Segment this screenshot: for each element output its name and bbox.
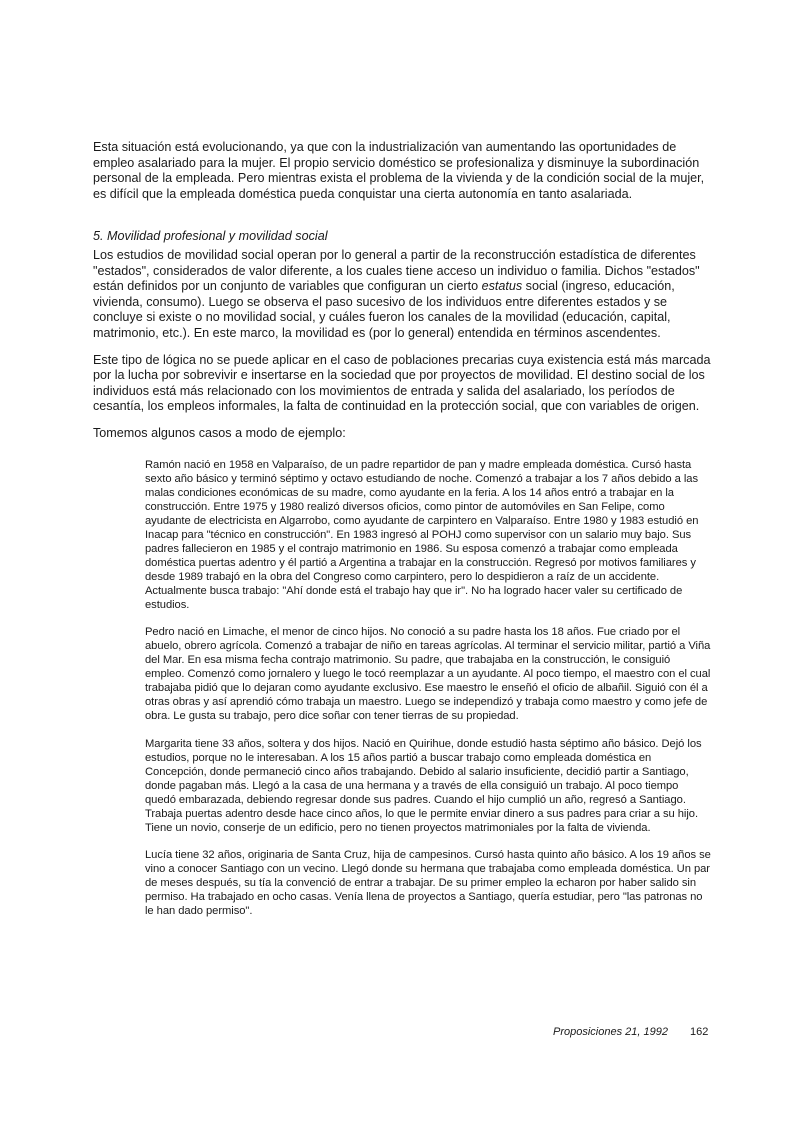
case-ramon: Ramón nació en 1958 en Valparaíso, de un padre repartidor de pan y madre empleada doméstica. Cursó hasta sexto año básico y terminó séptimo y octavo estudiando de noche. Comenzó a trabajar a los 7 años debido a las malas condiciones económicas de su madre, como ayudante en la feria. A los 14 años entró a trabajar en la construcción. Entre 1975 y 1980 realizó diversos oficios, como pintor de automóviles en San Felipe, como ayudante de electricista en Algarrobo, como ayudante de carpintero en Valparaíso. Entre 1980 y 1983 estudió en Inacap para "técnico en construcción". En 1983 ingresó al POHJ como supervisor con un salario muy bajo. Sus padres fallecieron en 1985 y el contrajo matrimonio en 1986. Su esposa comenzó a trabajar como empleada doméstica puertas adentro y él partió a Argentina a trabajar en la construcción. Regresó por motivos familiares y desde 1989 trabajó en la obra del Congreso como carpintero, pero lo despidieron a raíz de un accidente. Actualmente busca trabajo: "Ahí donde está el trabajo hay que ir". No ha logrado hacer valer su certificado de estudios. (145, 458, 699, 611)
case-margarita: Margarita tiene 33 años, soltera y dos hijos. Nació en Quirihue, donde estudió hasta séptimo año básico. Dejó los estudios, porque no le interesaban. A los 15 años partió a buscar trabajo como empleada doméstica en Concepción, donde permaneció cinco años trabajando. Debido al salario insuficiente, decidió partir a Santiago, donde pagaban más. Llegó a la casa de una hermana y a través de ella consiguió un trabajo. Al poco tiempo quedó embarazada, debiendo regresar donde sus padres. Cuando el hijo cumplió un año, regresó a Santiago. Trabaja puertas adentro desde hace cinco años, lo que le permite enviar dinero a sus padres para criar a su hijo. Tiene un novio, conserje de un edificio, pero no tienen proyectos matrimoniales por la falta de vivienda. (145, 737, 702, 834)
page-body (93, 140, 713, 932)
section-heading: 5. Movilidad profesional y movilidad social (93, 229, 328, 244)
section-paragraph-3: Tomemos algunos casos a modo de ejemplo: (93, 425, 346, 440)
page-number: 162 (690, 1026, 709, 1038)
case-lucia: Lucía tiene 32 años, originaria de Santa Cruz, hija de campesinos. Cursó hasta quinto año básico. A los 19 años se vino a conocer Santiago con un vecino. Llegó donde su hermana que trabajaba como empleada doméstica. Un par de meses después, su tía la convenció de entrar a trabajar. De su primer empleo la echaron por haber salido sin permiso. Ha trabajado en ocho casas. Venía llena de proyectos a Santiago, quería estudiar, pero "las patronas no le han dado permiso". (145, 849, 711, 917)
case-studies (145, 458, 711, 919)
paragraph-text: social (ingreso, educación, vivienda, consumo). Luego se observa el paso sucesivo de los individuos entre diferentes estados y se concluye si existe o no movilidad social, y cuáles fueron los canales de la movilidad (educación, capital, matrimonio, etc.). En este marco, la movilidad es (por lo general) entendida en términos ascendentes. (93, 279, 675, 340)
intro-paragraph: Esta situación está evolucionando, ya que con la industrialización van aumentando las oportunidades de empleo asalariado para la mujer. El propio servicio doméstico se profesionaliza y disminuye la subordinación personal de la empleada. Pero mientras exista el problema de la vivienda y de la condición social de la mujer, es difícil que la empleada doméstica pueda conquistar una cierta autonomía en tanto asalariada. (93, 140, 705, 201)
emphasis-estatus: estatus (481, 279, 523, 294)
paragraph-text: Los estudios de movilidad social operan por lo general a partir de la reconstrucción estadística de diferentes "estados", considerados de valor diferente, a los cuales tiene acceso un individuo o familia. Dichos "estados" están definidos por un conjunto de variables que configuran un cierto (93, 247, 700, 294)
section-paragraph-1 (93, 248, 713, 342)
case-pedro: Pedro nació en Limache, el menor de cinco hijos. No conoció a su padre hasta los 18 años. Fue criado por el abuelo, obrero agrícola. Comenzó a trabajar de niño en tareas agrícolas. Al terminar el servicio militar, partió a Viña del Mar. En esa misma fecha contrajo matrimonio. Su padre, que trabajaba en la construcción, le consiguió empleo. Comenzó como jornalero y luego le tocó reemplazar a un ayudante. Al poco tiempo, el maestro con el cual trabajaba pidió que lo dejaran como ayudante exclusivo. Ese maestro le enseñó el oficio de albañil. Siguió con él a otras obras y así aprendió cómo trabaja un maestro. Luego se independizó y trabaja como maestro y como jefe de obra. Le gusta su trabajo, pero dice soñar con tener tierras de su propiedad. (145, 626, 711, 722)
section-paragraph-2: Este tipo de lógica no se puede aplicar en el caso de poblaciones precarias cuya existencia está más marcada por la lucha por sobrevivir e insertarse en la sociedad que por proyectos de movilidad. El destino social de los individuos está más relacionado con los movimientos de entrada y salida del asalariado, los períodos de cesantía, los empleos informales, la falta de continuidad en la protección social, que con variables de origen. (93, 352, 711, 414)
journal-citation: Proposiciones 21, 1992 (553, 1026, 668, 1038)
